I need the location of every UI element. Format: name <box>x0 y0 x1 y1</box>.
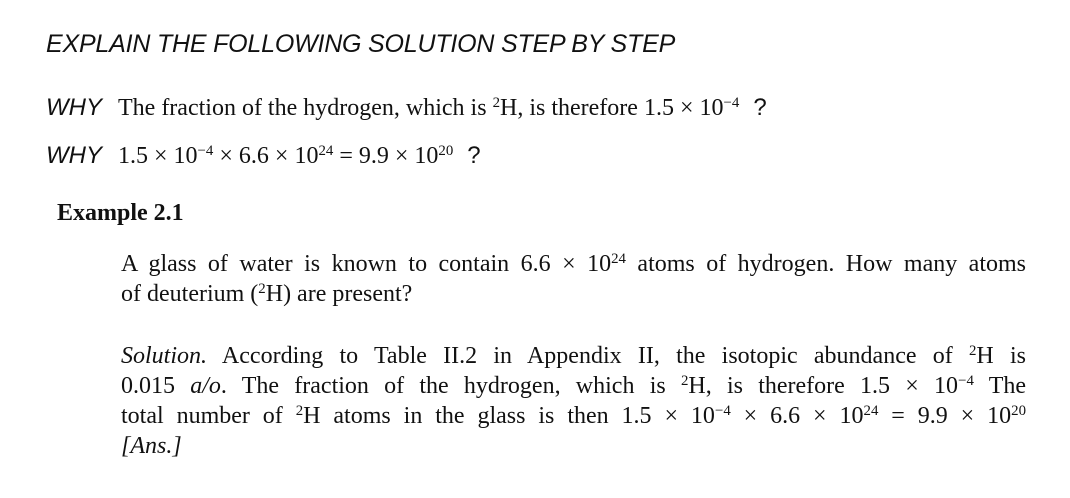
text: of deuterium ( <box>121 281 259 307</box>
why-text: × 6.6 × 10 <box>213 143 319 169</box>
problem-line <box>121 279 1026 309</box>
text: × 6.6 × 10 <box>730 403 864 429</box>
why-text: H, is therefore 1.5 × 10 <box>500 95 724 121</box>
text: = 9.9 × 10 <box>878 403 1012 429</box>
solution-line <box>121 341 1026 371</box>
unit: a/o <box>190 373 221 399</box>
question-mark: ? <box>753 94 767 121</box>
text: 0.015 <box>121 373 191 399</box>
superscript: 2 <box>968 342 977 359</box>
superscript: 2 <box>492 94 500 111</box>
why-question-1 <box>46 94 767 122</box>
superscript: 2 <box>680 372 689 389</box>
instruction-heading: EXPLAIN THE FOLLOWING SOLUTION STEP BY STEP <box>46 30 676 58</box>
superscript: 24 <box>318 142 334 159</box>
superscript: −4 <box>714 402 731 419</box>
solution-line <box>121 371 1026 401</box>
text: H is <box>976 343 1027 369</box>
problem-line <box>121 249 1026 279</box>
text: The <box>973 373 1027 399</box>
superscript: 24 <box>611 250 626 267</box>
text: H atoms in the glass is then 1.5 × 10 <box>303 403 715 429</box>
question-mark: ? <box>467 142 481 169</box>
superscript: 2 <box>258 280 266 297</box>
solution-line <box>121 401 1026 431</box>
why-text: = 9.9 × 10 <box>333 143 439 169</box>
why-label: WHY <box>46 94 102 121</box>
example-heading: Example 2.1 <box>57 200 184 226</box>
superscript: 20 <box>1011 402 1027 419</box>
solution-label: Solution. <box>121 343 208 369</box>
superscript: 2 <box>295 402 304 419</box>
example-problem <box>121 249 1026 309</box>
answer-tag: [Ans.] <box>121 433 182 459</box>
superscript: −4 <box>197 142 214 159</box>
superscript: 24 <box>863 402 879 419</box>
why-question-2 <box>46 142 481 170</box>
text: A glass of water is known to contain 6.6 × 10 <box>121 251 612 277</box>
why-text: 1.5 × 10 <box>118 143 198 169</box>
text: According to Table II.2 in Appendix II, the isotopic abundance of <box>207 343 969 369</box>
text: H, is therefore 1.5 × 10 <box>688 373 959 399</box>
text: . The fraction of the hydrogen, which is <box>220 373 681 399</box>
why-label: WHY <box>46 142 102 169</box>
why-text: The fraction of the hydrogen, which is <box>118 95 493 121</box>
superscript: 20 <box>438 142 454 159</box>
superscript: −4 <box>723 94 740 111</box>
example-solution <box>121 341 1026 461</box>
superscript: −4 <box>958 372 974 389</box>
text: H) are present? <box>265 281 413 307</box>
solution-line <box>121 431 1026 461</box>
text: atoms of hydrogen. How many atoms <box>625 251 1027 277</box>
text: total number of <box>121 403 296 429</box>
